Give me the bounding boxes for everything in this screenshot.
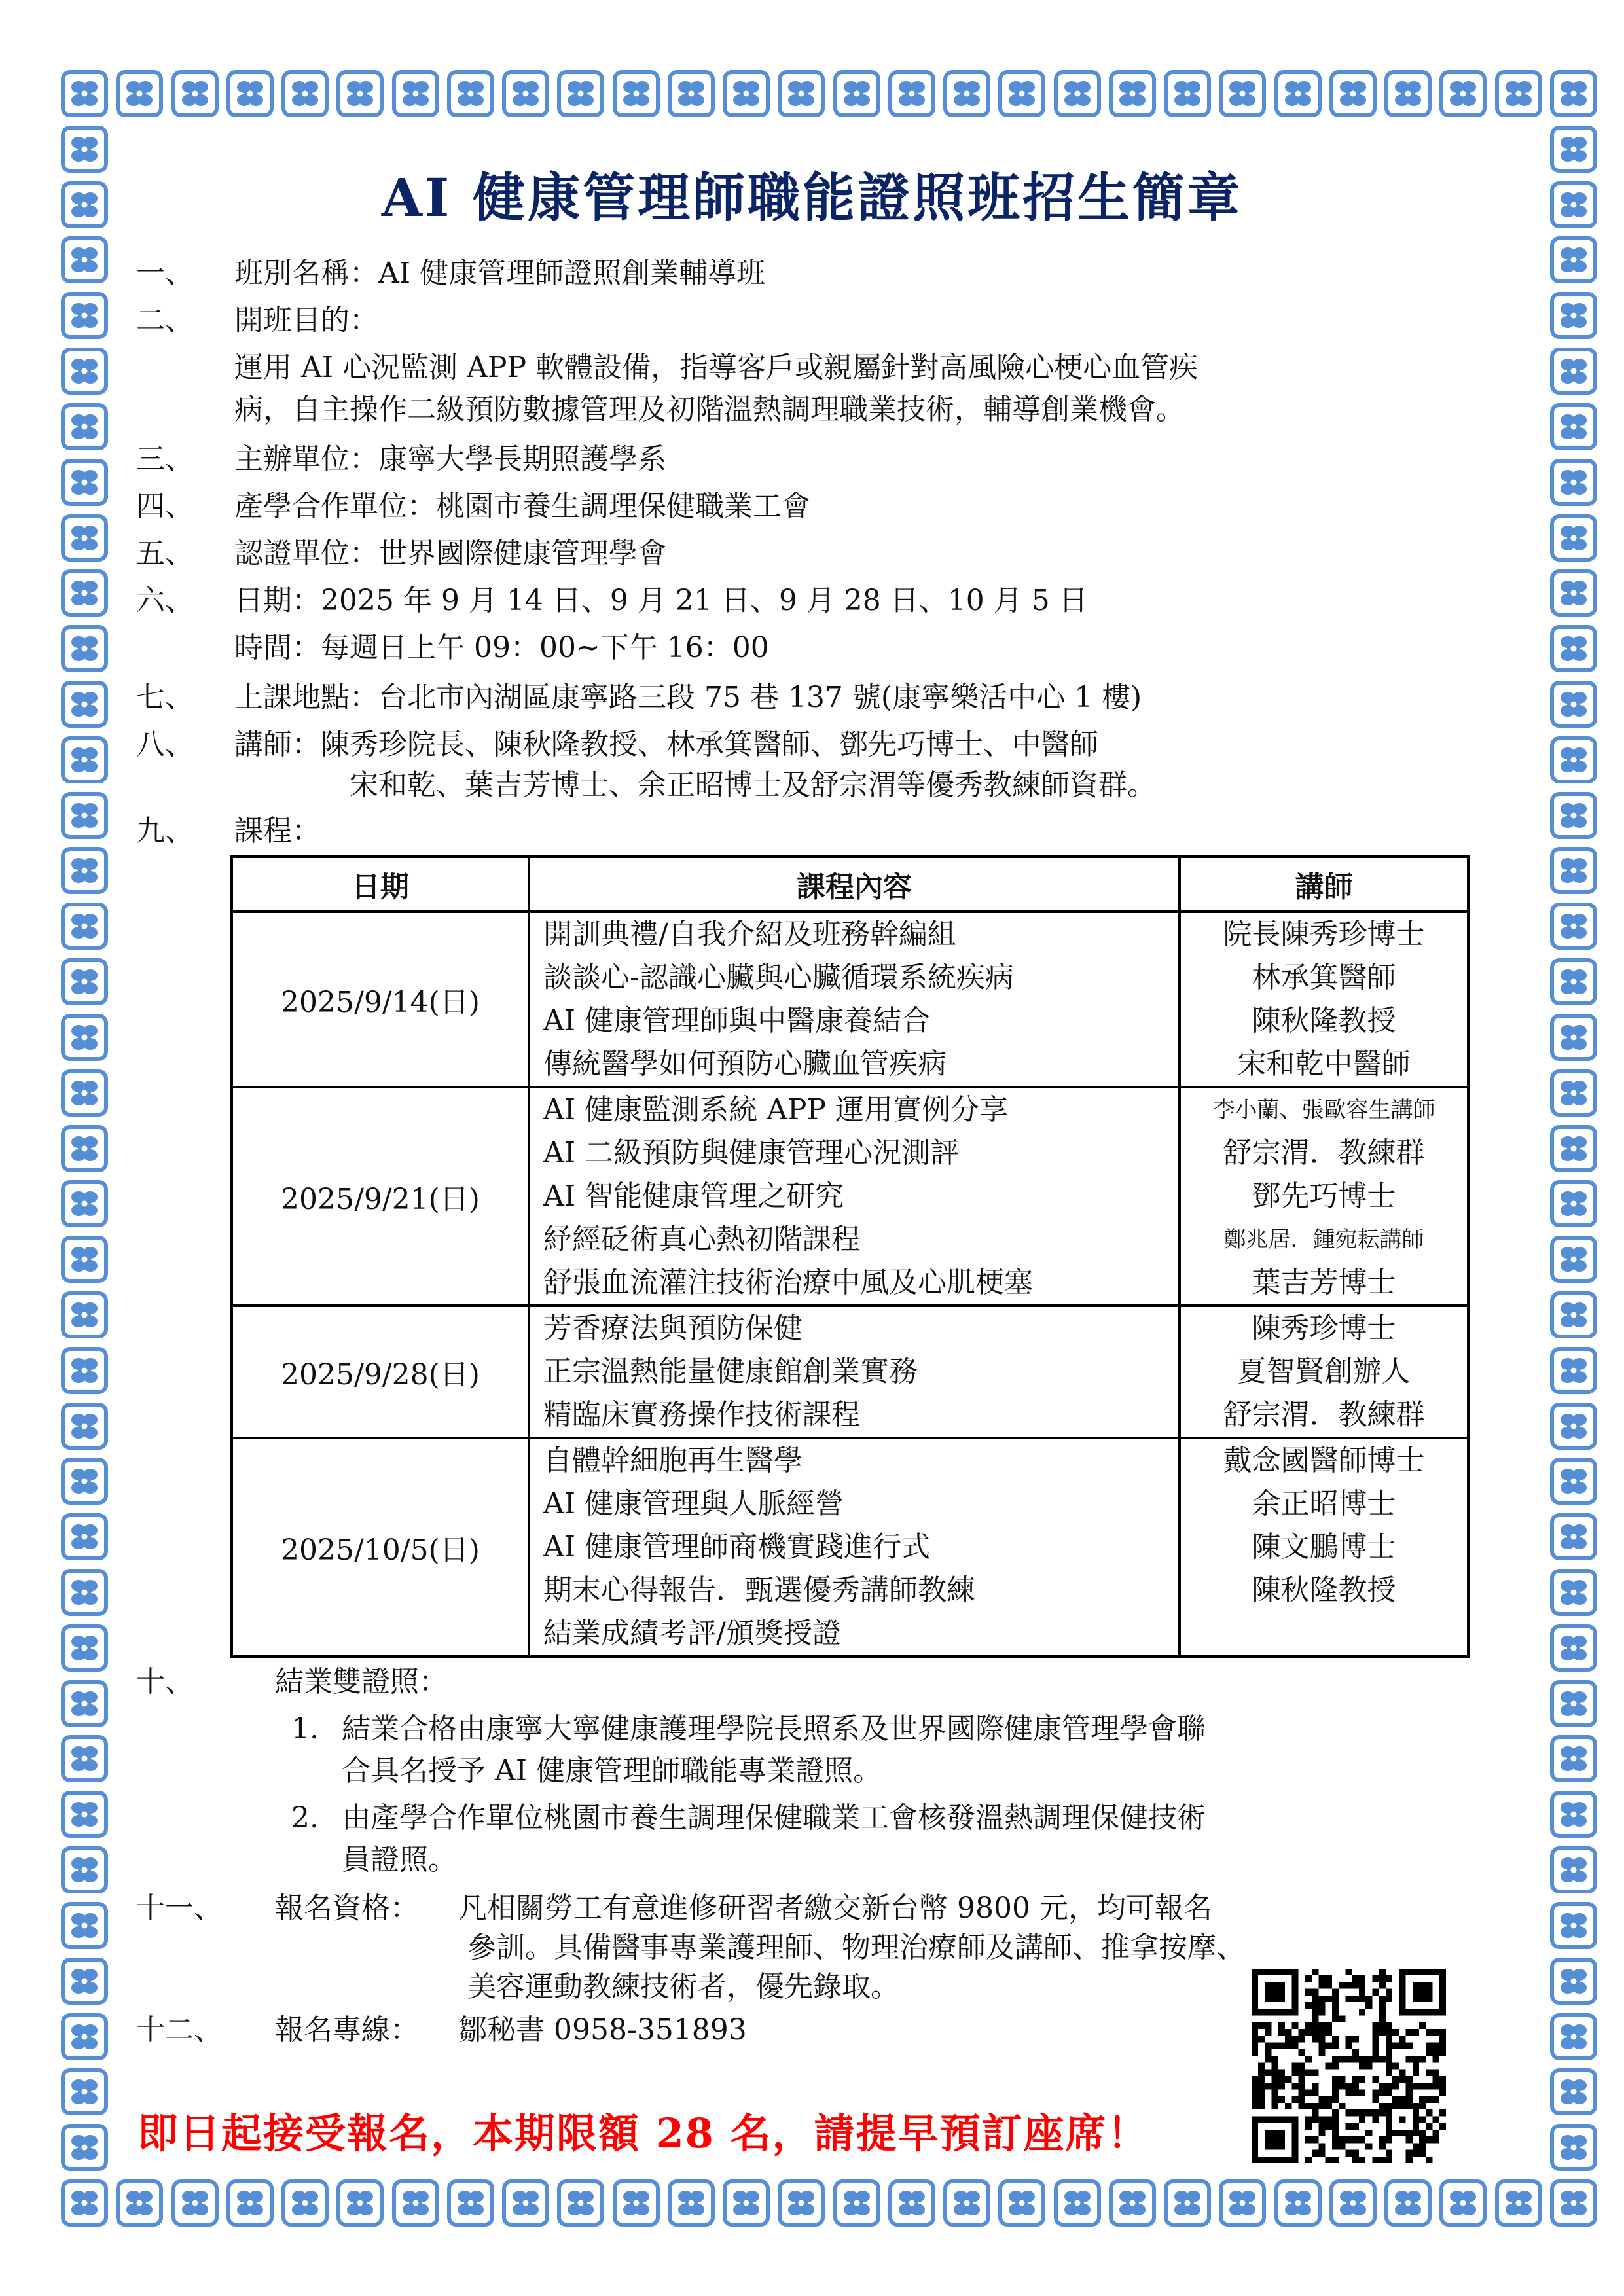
teacher-item: 陳秋隆教授 [1252,1573,1396,1607]
course-item: AI 健康監測系統 APP 運用實例分享 [543,1093,1009,1126]
registration-slogan: 即日起接受報名，本期限額 28 名，請提早預訂座席！ [137,2109,1149,2157]
flower-tile-icon [888,2179,935,2227]
flower-tile-icon [61,292,108,339]
course-item: 芳香療法與預防保健 [543,1312,803,1345]
flower-tile-icon [1274,2179,1322,2227]
flower-tile-icon [1550,1680,1597,1727]
flower-tile-icon [888,70,935,117]
flower-tile-icon [61,2068,108,2115]
section-2-body-line: 運用 AI 心況監測 APP 軟體設備，指導客戶或親屬針對高風險心梗心血管疾 [234,351,1199,384]
flower-tile-icon [1219,70,1266,117]
flower-tile-icon [1550,1014,1597,1061]
header-teacher: 講師 [1180,857,1468,912]
flower-tile-icon [1550,1513,1597,1560]
flower-tile-icon [778,70,825,117]
teacher-item: 夏智賢創辦人 [1237,1355,1411,1388]
flower-tile-icon [61,958,108,1005]
flower-tile-icon [171,2179,219,2227]
flower-tile-icon [61,681,108,728]
flower-tile-icon [998,70,1045,117]
flower-tile-icon [61,403,108,450]
flower-tile-icon [1550,903,1597,950]
header-course: 課程內容 [529,857,1180,912]
flower-tile-icon [281,2179,329,2227]
section-1-number: 一、 [136,257,194,290]
flower-tile-icon [61,1347,108,1394]
flower-tile-icon [998,2179,1045,2227]
flower-tile-icon [613,2179,660,2227]
section-11-number: 十一、 [136,1892,223,1925]
flower-tile-icon [61,1791,108,1838]
flower-tile-icon [943,70,990,117]
course-item: 自體幹細胞再生醫學 [543,1444,803,1477]
section-9-number: 九、 [136,814,194,848]
flower-tile-icon [1550,1125,1597,1172]
teacher-empty [1181,1612,1467,1655]
section-8-instructors: 講師：陳秀珍院長、陳秋隆教授、林承箕醫師、鄧先巧博士、中醫師 [234,728,1098,761]
flower-tile-icon [61,1902,108,1949]
flower-tile-icon [1550,1458,1597,1505]
section-7-location: 上課地點：台北市內湖區康寧路三段 75 巷 137 號(康寧樂活中心 1 樓) [234,681,1142,714]
course-item: 期末心得報告．甄選優秀講師教練 [543,1573,975,1607]
flower-tile-icon [61,1180,108,1227]
flower-tile-icon [392,2179,439,2227]
flower-tile-icon [226,2179,274,2227]
flower-tile-icon [1550,1735,1597,1782]
section-2-number: 二、 [136,304,194,337]
teacher-list [1180,1087,1468,1306]
flower-tile-icon [61,1569,108,1616]
schedule-date: 2025/10/5(日) [232,1438,529,1657]
flower-tile-icon [281,70,329,117]
flower-tile-icon [1109,70,1156,117]
flower-tile-icon [833,70,880,117]
section-3-organizer: 主辦單位：康寧大學長期照護學系 [234,442,666,476]
flower-tile-icon [61,2013,108,2060]
flower-tile-icon [61,1069,108,1117]
flower-tile-icon [1550,625,1597,672]
flower-tile-icon [1054,70,1101,117]
flower-tile-icon [1550,2068,1597,2115]
flower-tile-icon [1550,236,1597,283]
flower-tile-icon [1550,1902,1597,1949]
flower-tile-icon [1550,1403,1597,1450]
schedule-date: 2025/9/28(日) [232,1306,529,1438]
flower-tile-icon [61,2179,108,2227]
flower-tile-icon [1495,70,1542,117]
flower-tile-icon [1550,514,1597,562]
cert-2-number: 2. [291,1801,319,1835]
course-item: 開訓典禮/自我介紹及班務幹編組 [543,918,956,951]
flower-tile-icon [502,2179,549,2227]
section-11-label: 報名資格： [275,1892,419,1925]
flower-tile-icon [778,2179,825,2227]
cert-1-number: 1. [291,1712,319,1746]
flower-tile-icon [1550,1069,1597,1117]
section-4-number: 四、 [136,490,194,523]
section-7-number: 七、 [136,681,194,714]
flower-tile-icon [61,1958,108,2005]
course-item: 紓經砭術真心熱初階課程 [543,1223,860,1256]
flower-tile-icon [447,70,494,117]
teacher-item: 余正昭博士 [1252,1487,1396,1520]
table-row [232,1438,1468,1657]
flower-tile-icon [61,459,108,506]
course-item: 傳統醫學如何預防心臟血管疾病 [543,1047,947,1081]
table-header-row [232,857,1468,912]
flower-tile-icon [61,348,108,395]
cert-1-line: 結業合格由康寧大寧健康護理學院長照系及世界國際健康管理學會聯 [342,1712,1206,1746]
flower-tile-icon [668,70,715,117]
flower-tile-icon [1329,70,1377,117]
teacher-item: 李小蘭、張歐容生講師 [1212,1097,1435,1123]
flower-tile-icon [1164,70,1211,117]
flower-tile-icon [613,70,660,117]
section-2-heading: 開班目的： [234,304,378,337]
page-title: AI 健康管理師職能證照班招生簡章 [381,167,1243,228]
course-item: AI 智能健康管理之研究 [543,1179,844,1213]
flower-tile-icon [61,1403,108,1450]
flower-tile-icon [1550,1791,1597,1838]
section-5-certifier: 認證單位：世界國際健康管理學會 [234,537,666,570]
flower-tile-icon [1550,459,1597,506]
course-item: AI 健康管理師與中醫康養結合 [543,1004,931,1037]
flower-tile-icon [61,1014,108,1061]
flower-tile-icon [1550,792,1597,839]
course-list [529,1087,1180,1306]
flower-tile-icon [116,70,163,117]
section-12-number: 十二、 [136,2013,223,2047]
flower-tile-icon [1550,1291,1597,1338]
schedule-date: 2025/9/21(日) [232,1087,529,1306]
schedule-table [230,855,1470,1658]
flower-tile-icon [61,903,108,950]
flower-tile-icon [61,70,108,117]
flower-tile-icon [61,236,108,283]
flower-tile-icon [336,70,384,117]
section-5-number: 五、 [136,537,194,570]
flower-tile-icon [1550,1958,1597,2005]
section-6-number: 六、 [136,584,194,617]
flower-tile-icon [1550,292,1597,339]
flower-tile-icon [61,2124,108,2171]
flower-tile-icon [1550,1624,1597,1672]
flower-tile-icon [1550,1569,1597,1616]
flower-tile-icon [1550,2179,1597,2227]
section-12-label: 報名專線： [275,2013,419,2047]
flower-tile-icon [502,70,549,117]
teacher-item: 戴念國醫師博士 [1223,1444,1425,1477]
flower-tile-icon [1550,348,1597,395]
section-11-line: 凡相關勞工有意進修研習者繳交新台幣 9800 元，均可報名 [458,1892,1212,1925]
schedule-date: 2025/9/14(日) [232,912,529,1087]
section-1-class-name: 班別名稱：AI 健康管理師證照創業輔導班 [234,257,766,290]
table-row [232,1306,1468,1438]
flower-tile-icon [1439,70,1487,117]
flower-tile-icon [1550,958,1597,1005]
flower-tile-icon [226,70,274,117]
flower-tile-icon [61,847,108,894]
teacher-item: 舒宗渭．教練群 [1223,1398,1425,1431]
teacher-item: 鄭兆居．鍾宛耘講師 [1223,1227,1424,1253]
teacher-list [1180,1438,1468,1657]
section-10-number: 十、 [136,1665,194,1698]
course-item: 談談心-認識心臟與心臟循環系統疾病 [543,961,1014,994]
flower-tile-icon [61,1624,108,1672]
section-6-dates: 日期：2025 年 9 月 14 日、9 月 21 日、9 月 28 日、10 月 5 日 [234,584,1088,617]
teacher-item: 陳秀珍博士 [1252,1312,1396,1345]
flower-tile-icon [1550,2124,1597,2171]
flower-tile-icon [61,1236,108,1283]
section-6-time: 時間：每週日上午 09：00~下午 16：00 [234,631,769,664]
course-list [529,1438,1180,1657]
flower-tile-icon [1550,569,1597,617]
course-item: 舒張血流灌注技術治療中風及心肌梗塞 [543,1266,1033,1299]
header-date: 日期 [232,857,529,912]
course-list [529,1306,1180,1438]
cert-2-line: 由產學合作單位桃園市養生調理保健職業工會核發溫熱調理保健技術 [342,1801,1206,1835]
flower-tile-icon [1274,70,1322,117]
flower-tile-icon [1550,847,1597,894]
flower-tile-icon [723,70,770,117]
section-4-partner: 產學合作單位：桃園市養生調理保健職業工會 [234,490,810,523]
teacher-item: 林承箕醫師 [1252,961,1396,994]
flower-tile-icon [557,70,604,117]
registration-phone: 鄒秘書 0958-351893 [458,2013,747,2047]
flower-tile-icon [61,514,108,562]
flower-tile-icon [723,2179,770,2227]
flower-tile-icon [61,736,108,783]
flower-tile-icon [557,2179,604,2227]
flower-tile-icon [1550,403,1597,450]
flower-tile-icon [61,1291,108,1338]
flower-tile-icon [61,569,108,617]
flower-tile-icon [1550,2013,1597,2060]
teacher-item: 院長陳秀珍博士 [1223,918,1425,951]
section-9-heading: 課程： [234,814,321,848]
table-row [232,1087,1468,1306]
flower-tile-icon [61,1513,108,1560]
flower-tile-icon [61,625,108,672]
teacher-item: 宋和乾中醫師 [1237,1047,1411,1081]
flower-tile-icon [61,1125,108,1172]
flower-tile-icon [116,2179,163,2227]
teacher-list [1180,912,1468,1087]
flower-tile-icon [171,70,219,117]
flower-tile-icon [1219,2179,1266,2227]
flower-tile-icon [61,1735,108,1782]
flower-tile-icon [1109,2179,1156,2227]
flower-tile-icon [1550,1180,1597,1227]
flower-tile-icon [1439,2179,1487,2227]
flower-tile-icon [336,2179,384,2227]
flower-tile-icon [1550,1347,1597,1394]
flower-tile-icon [1054,2179,1101,2227]
teacher-list [1180,1306,1468,1438]
course-item: AI 二級預防與健康管理心況測評 [543,1136,960,1170]
table-row [232,912,1468,1087]
flower-tile-icon [1550,681,1597,728]
flower-tile-icon [392,70,439,117]
teacher-item: 陳文鵬博士 [1252,1530,1396,1564]
flower-tile-icon [447,2179,494,2227]
teacher-item: 鄧先巧博士 [1252,1179,1396,1213]
qr-code-icon[interactable] [1252,1969,1446,2163]
flower-tile-icon [61,1458,108,1505]
section-2-body-line: 病，自主操作二級預防數據管理及初階溫熱調理職業技術，輔導創業機會。 [234,393,1185,426]
flower-tile-icon [668,2179,715,2227]
cert-2-line: 員證照。 [342,1843,457,1876]
teacher-item: 舒宗渭．教練群 [1223,1136,1425,1170]
section-11-line: 參訓。具備醫事專業護理師、物理治療師及講師、推拿按摩、 [467,1931,1245,1964]
course-list [529,912,1180,1087]
flower-tile-icon [61,1680,108,1727]
course-item: 正宗溫熱能量健康館創業實務 [543,1355,918,1388]
flower-tile-icon [1495,2179,1542,2227]
course-item: 結業成績考評/頒獎授證 [543,1617,841,1650]
section-8-number: 八、 [136,728,194,761]
flower-tile-icon [943,2179,990,2227]
flower-tile-icon [61,1846,108,1893]
flower-tile-icon [1164,2179,1211,2227]
course-item: AI 健康管理師商機實踐進行式 [543,1530,931,1564]
flower-tile-icon [61,792,108,839]
teacher-item: 葉吉芳博士 [1252,1266,1396,1299]
flower-tile-icon [1384,70,1432,117]
flower-tile-icon [1550,70,1597,117]
section-3-number: 三、 [136,442,194,476]
section-8-instructors-cont: 宋和乾、葉吉芳博士、余正昭博士及舒宗渭等優秀教練師資群。 [350,768,1156,802]
section-10-heading: 結業雙證照： [275,1665,448,1698]
section-11-line: 美容運動教練技術者，優先錄取。 [467,1970,899,2003]
course-item: AI 健康管理與人脈經營 [543,1487,844,1520]
flower-tile-icon [1384,2179,1432,2227]
cert-1-line: 合具名授予 AI 健康管理師職能專業證照。 [342,1754,882,1787]
course-item: 精臨床實務操作技術課程 [543,1398,860,1431]
flower-tile-icon [1550,1236,1597,1283]
flower-tile-icon [1329,2179,1377,2227]
flower-tile-icon [1550,736,1597,783]
flower-tile-icon [1550,1846,1597,1893]
teacher-item: 陳秋隆教授 [1252,1004,1396,1037]
flower-tile-icon [833,2179,880,2227]
